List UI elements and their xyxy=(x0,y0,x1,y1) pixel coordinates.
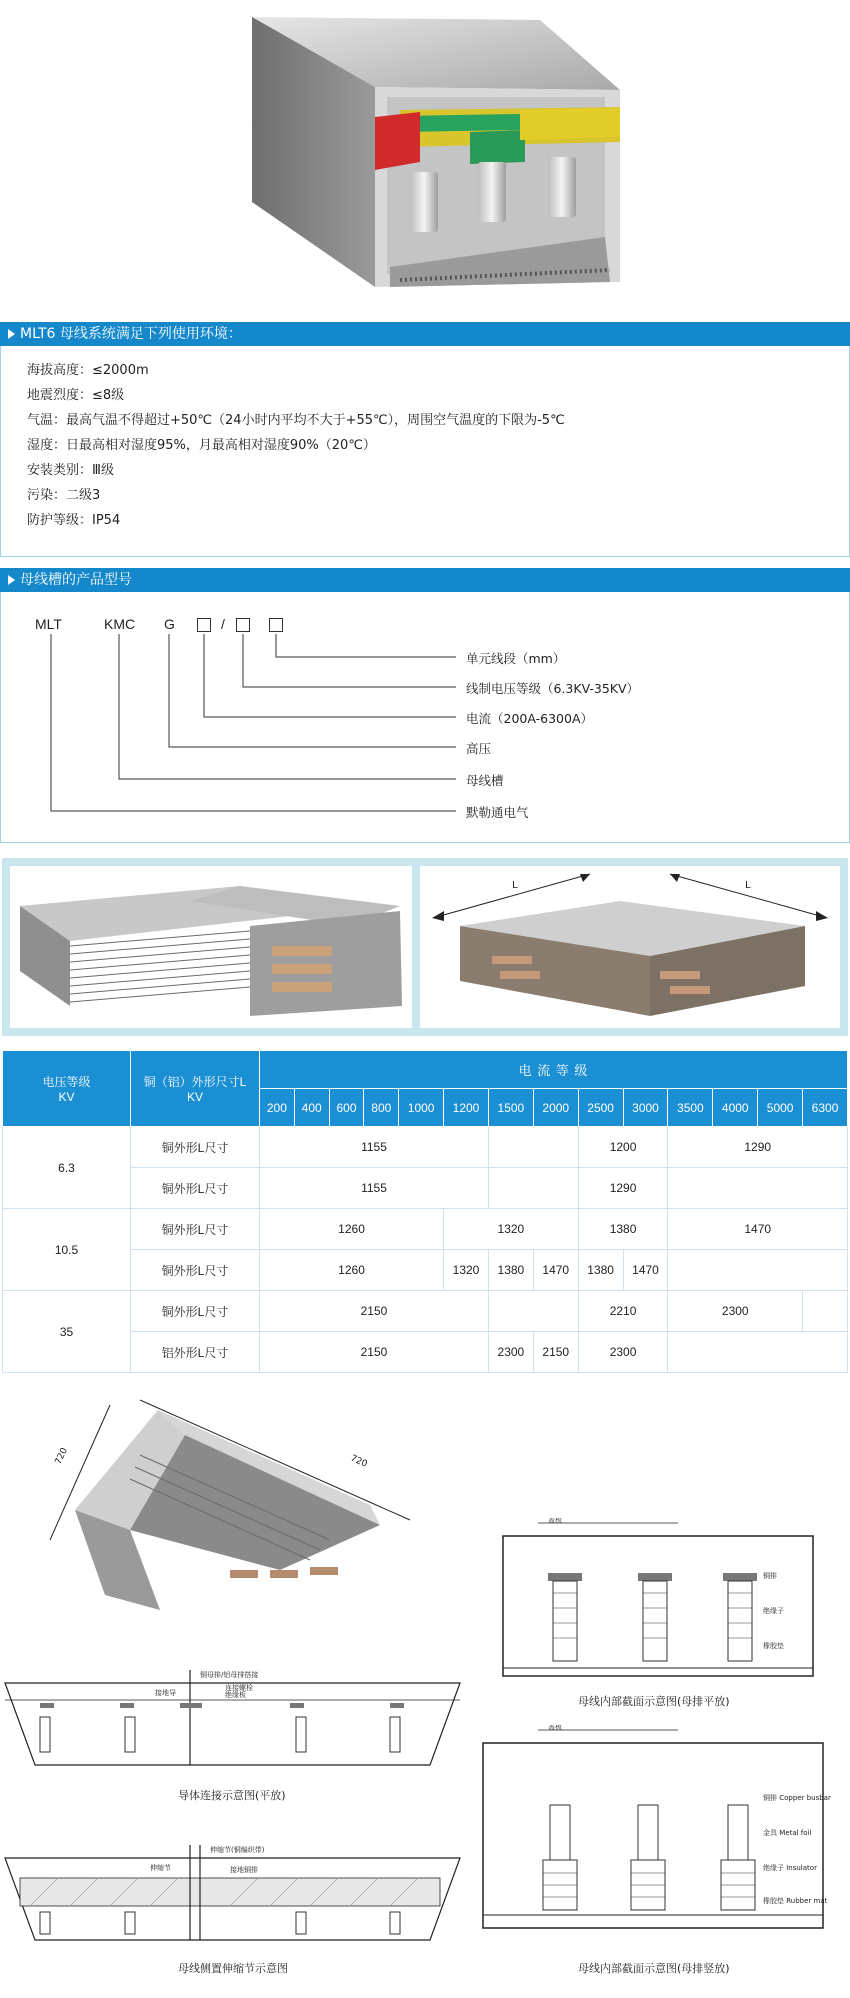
flat-label-rubber: 橡胶垫 xyxy=(763,1642,784,1650)
size-value-cell: 1155 xyxy=(260,1168,489,1209)
vert-label-cover: 盖板 xyxy=(548,1725,562,1731)
spec-body xyxy=(3,1127,848,1373)
size-value-cell: 1470 xyxy=(668,1209,848,1250)
vert-label-copper: 铜排 Copper busbar xyxy=(763,1794,831,1802)
head-voltage xyxy=(3,1051,131,1127)
code-kmc: KMC xyxy=(104,616,136,632)
size-label-cell: 铜外形L尺寸 xyxy=(131,1127,260,1168)
label-current: 电流（200A-6300A） xyxy=(466,711,594,726)
size-value-cell: 1470 xyxy=(623,1250,668,1291)
size-value-cell xyxy=(488,1291,578,1332)
flat-section-caption: 母线内部截面示意图(母排平放) xyxy=(578,1695,730,1708)
code-mlt: MLT xyxy=(35,616,62,632)
dim-label-l-right: L xyxy=(745,880,751,891)
table-row xyxy=(3,1291,848,1332)
current-level-2500: 2500 xyxy=(578,1089,623,1127)
current-level-800: 800 xyxy=(364,1089,399,1127)
env-section-header xyxy=(0,322,850,346)
model-section-box xyxy=(0,592,850,843)
label-busbar-trunk: 母线槽 xyxy=(466,773,504,788)
joint-flat-caption: 导体连接示意图(平放) xyxy=(178,1789,286,1802)
joint-label-ground: 接地导 xyxy=(155,1689,176,1697)
current-level-200: 200 xyxy=(260,1089,295,1127)
triangle-icon xyxy=(8,575,15,585)
current-level-600: 600 xyxy=(329,1089,364,1127)
size-label-cell: 铝外形L尺寸 xyxy=(131,1332,260,1373)
current-level-1000: 1000 xyxy=(399,1089,444,1127)
size-value-cell: 1320 xyxy=(444,1209,579,1250)
size-value-cell xyxy=(668,1332,848,1373)
env-line-humidity: 湿度：日最高相对湿度95%，月最高相对湿度90%（20℃） xyxy=(27,438,376,453)
env-line-install-class: 安装类别：Ⅲ级 xyxy=(27,463,114,478)
exp-label-top: 伸缩节(铜编织带) xyxy=(210,1846,265,1854)
busbar-product-photo xyxy=(250,12,620,292)
size-value-cell: 2300 xyxy=(488,1332,533,1373)
size-value-cell: 1260 xyxy=(260,1209,444,1250)
size-value-cell: 2210 xyxy=(578,1291,668,1332)
flat-label-copper: 铜排 xyxy=(763,1572,777,1580)
model-section-title: 母线槽的产品型号 xyxy=(20,572,132,588)
flat-label-cover: 盖板 xyxy=(548,1518,562,1524)
current-level-1200: 1200 xyxy=(444,1089,489,1127)
voltage-cell: 6.3 xyxy=(3,1127,131,1209)
size-value-cell: 1470 xyxy=(533,1250,578,1291)
head-size xyxy=(131,1051,260,1127)
env-line-altitude: 海拔高度：≤2000m xyxy=(27,363,149,378)
exp-label-b: 接地铜排 xyxy=(230,1866,258,1874)
current-level-5000: 5000 xyxy=(758,1089,803,1127)
env-section-box xyxy=(0,346,850,557)
dim-label-l-left: L xyxy=(512,880,518,891)
env-line-temperature: 气温：最高气温不得超过+50℃（24小时内平均不大于+55℃），周围空气温度的下限为-5℃ xyxy=(27,413,565,428)
head-voltage-label: 电压等级 xyxy=(42,1075,91,1089)
size-label-cell: 铜外形L尺寸 xyxy=(131,1250,260,1291)
size-label-cell: 铜外形L尺寸 xyxy=(131,1209,260,1250)
label-brand: 默勒通电气 xyxy=(466,805,529,820)
code-g: G xyxy=(164,616,175,632)
joint-label-plate: 绝缘板 xyxy=(225,1691,246,1699)
env-section-title: MLT6 母线系统满足下列使用环境： xyxy=(20,326,242,342)
head-size-unit: KV xyxy=(186,1090,203,1104)
elbow-photo-panel xyxy=(2,858,848,1036)
env-line-protection: 防护等级：IP54 xyxy=(27,513,121,528)
current-level-3000: 3000 xyxy=(623,1089,668,1127)
expansion-caption: 母线侧置伸缩节示意图 xyxy=(178,1962,288,1975)
size-value-cell: 1380 xyxy=(578,1209,668,1250)
env-line-seismic: 地震烈度：≤8级 xyxy=(27,388,125,403)
expansion-diagram xyxy=(0,1840,465,1950)
size-label-cell: 铜外形L尺寸 xyxy=(131,1291,260,1332)
head-size-label: 铜（铝）外形尺寸L xyxy=(143,1075,247,1089)
joint-flat-diagram xyxy=(0,1665,465,1775)
size-value-cell xyxy=(668,1250,848,1291)
size-value-cell xyxy=(668,1168,848,1209)
code-slash: / xyxy=(221,616,225,632)
size-value-cell: 2300 xyxy=(668,1291,803,1332)
size-value-cell: 1380 xyxy=(578,1250,623,1291)
horizontal-elbow-photo xyxy=(10,866,412,1028)
label-voltage-level: 线制电压等级（6.3KV-35KV） xyxy=(466,681,640,696)
current-level-3500: 3500 xyxy=(668,1089,713,1127)
flat-section-diagram xyxy=(478,1518,833,1688)
head-voltage-unit: KV xyxy=(58,1090,75,1104)
size-value-cell: 1290 xyxy=(668,1127,848,1168)
size-value-cell: 1155 xyxy=(260,1127,489,1168)
size-value-cell: 1200 xyxy=(578,1127,668,1168)
size-value-cell xyxy=(488,1168,578,1209)
vertical-section-caption: 母线内部截面示意图(母排竖放) xyxy=(578,1962,730,1975)
vert-label-metal: 金具 Metal foil xyxy=(763,1829,812,1837)
vert-label-insulator: 绝缘子 Insulator xyxy=(763,1864,817,1872)
triangle-icon xyxy=(8,329,15,339)
voltage-cell: 35 xyxy=(3,1291,131,1373)
env-list xyxy=(27,358,565,533)
table-row xyxy=(3,1209,848,1250)
env-line-pollution: 污染：二级3 xyxy=(27,488,101,503)
size-value-cell: 1290 xyxy=(578,1168,668,1209)
current-level-400: 400 xyxy=(294,1089,329,1127)
vertical-section-diagram xyxy=(478,1725,833,1935)
current-level-1500: 1500 xyxy=(488,1089,533,1127)
label-unit-length: 单元线段（mm） xyxy=(466,651,566,666)
corner-dim-right: 720 xyxy=(348,1453,369,1470)
exp-label-a: 伸缩节 xyxy=(150,1864,171,1872)
corner-dim-left: 720 xyxy=(53,1446,70,1467)
size-value-cell: 1380 xyxy=(488,1250,533,1291)
size-value-cell: 2300 xyxy=(578,1332,668,1373)
size-value-cell: 1260 xyxy=(260,1250,444,1291)
label-high-voltage: 高压 xyxy=(466,741,492,756)
voltage-cell: 10.5 xyxy=(3,1209,131,1291)
size-value-cell: 2150 xyxy=(260,1332,489,1373)
size-value-cell: 1320 xyxy=(444,1250,489,1291)
current-level-2000: 2000 xyxy=(533,1089,578,1127)
spec-table xyxy=(2,1050,848,1373)
joint-label-top: 铜母排/铝母排搭接 xyxy=(200,1671,259,1679)
current-level-6300: 6300 xyxy=(803,1089,848,1127)
flat-label-insulator: 绝缘子 xyxy=(763,1607,784,1615)
vertical-elbow-photo xyxy=(420,866,840,1028)
size-value-cell: 2150 xyxy=(260,1291,489,1332)
current-level-4000: 4000 xyxy=(713,1089,758,1127)
table-row xyxy=(3,1127,848,1168)
size-value-cell: 2150 xyxy=(533,1332,578,1373)
size-value-cell xyxy=(803,1291,848,1332)
corner-elbow-photo xyxy=(30,1395,420,1625)
size-value-cell xyxy=(488,1127,578,1168)
joint-label-bolt: 连接螺栓 xyxy=(225,1684,253,1692)
size-label-cell: 铜外形L尺寸 xyxy=(131,1168,260,1209)
model-section-header xyxy=(0,568,850,592)
model-leader-lines xyxy=(1,592,849,842)
head-current: 电 流 等 级 xyxy=(260,1051,848,1089)
vert-label-rubber: 橡胶垫 Rubber mat xyxy=(763,1897,828,1905)
